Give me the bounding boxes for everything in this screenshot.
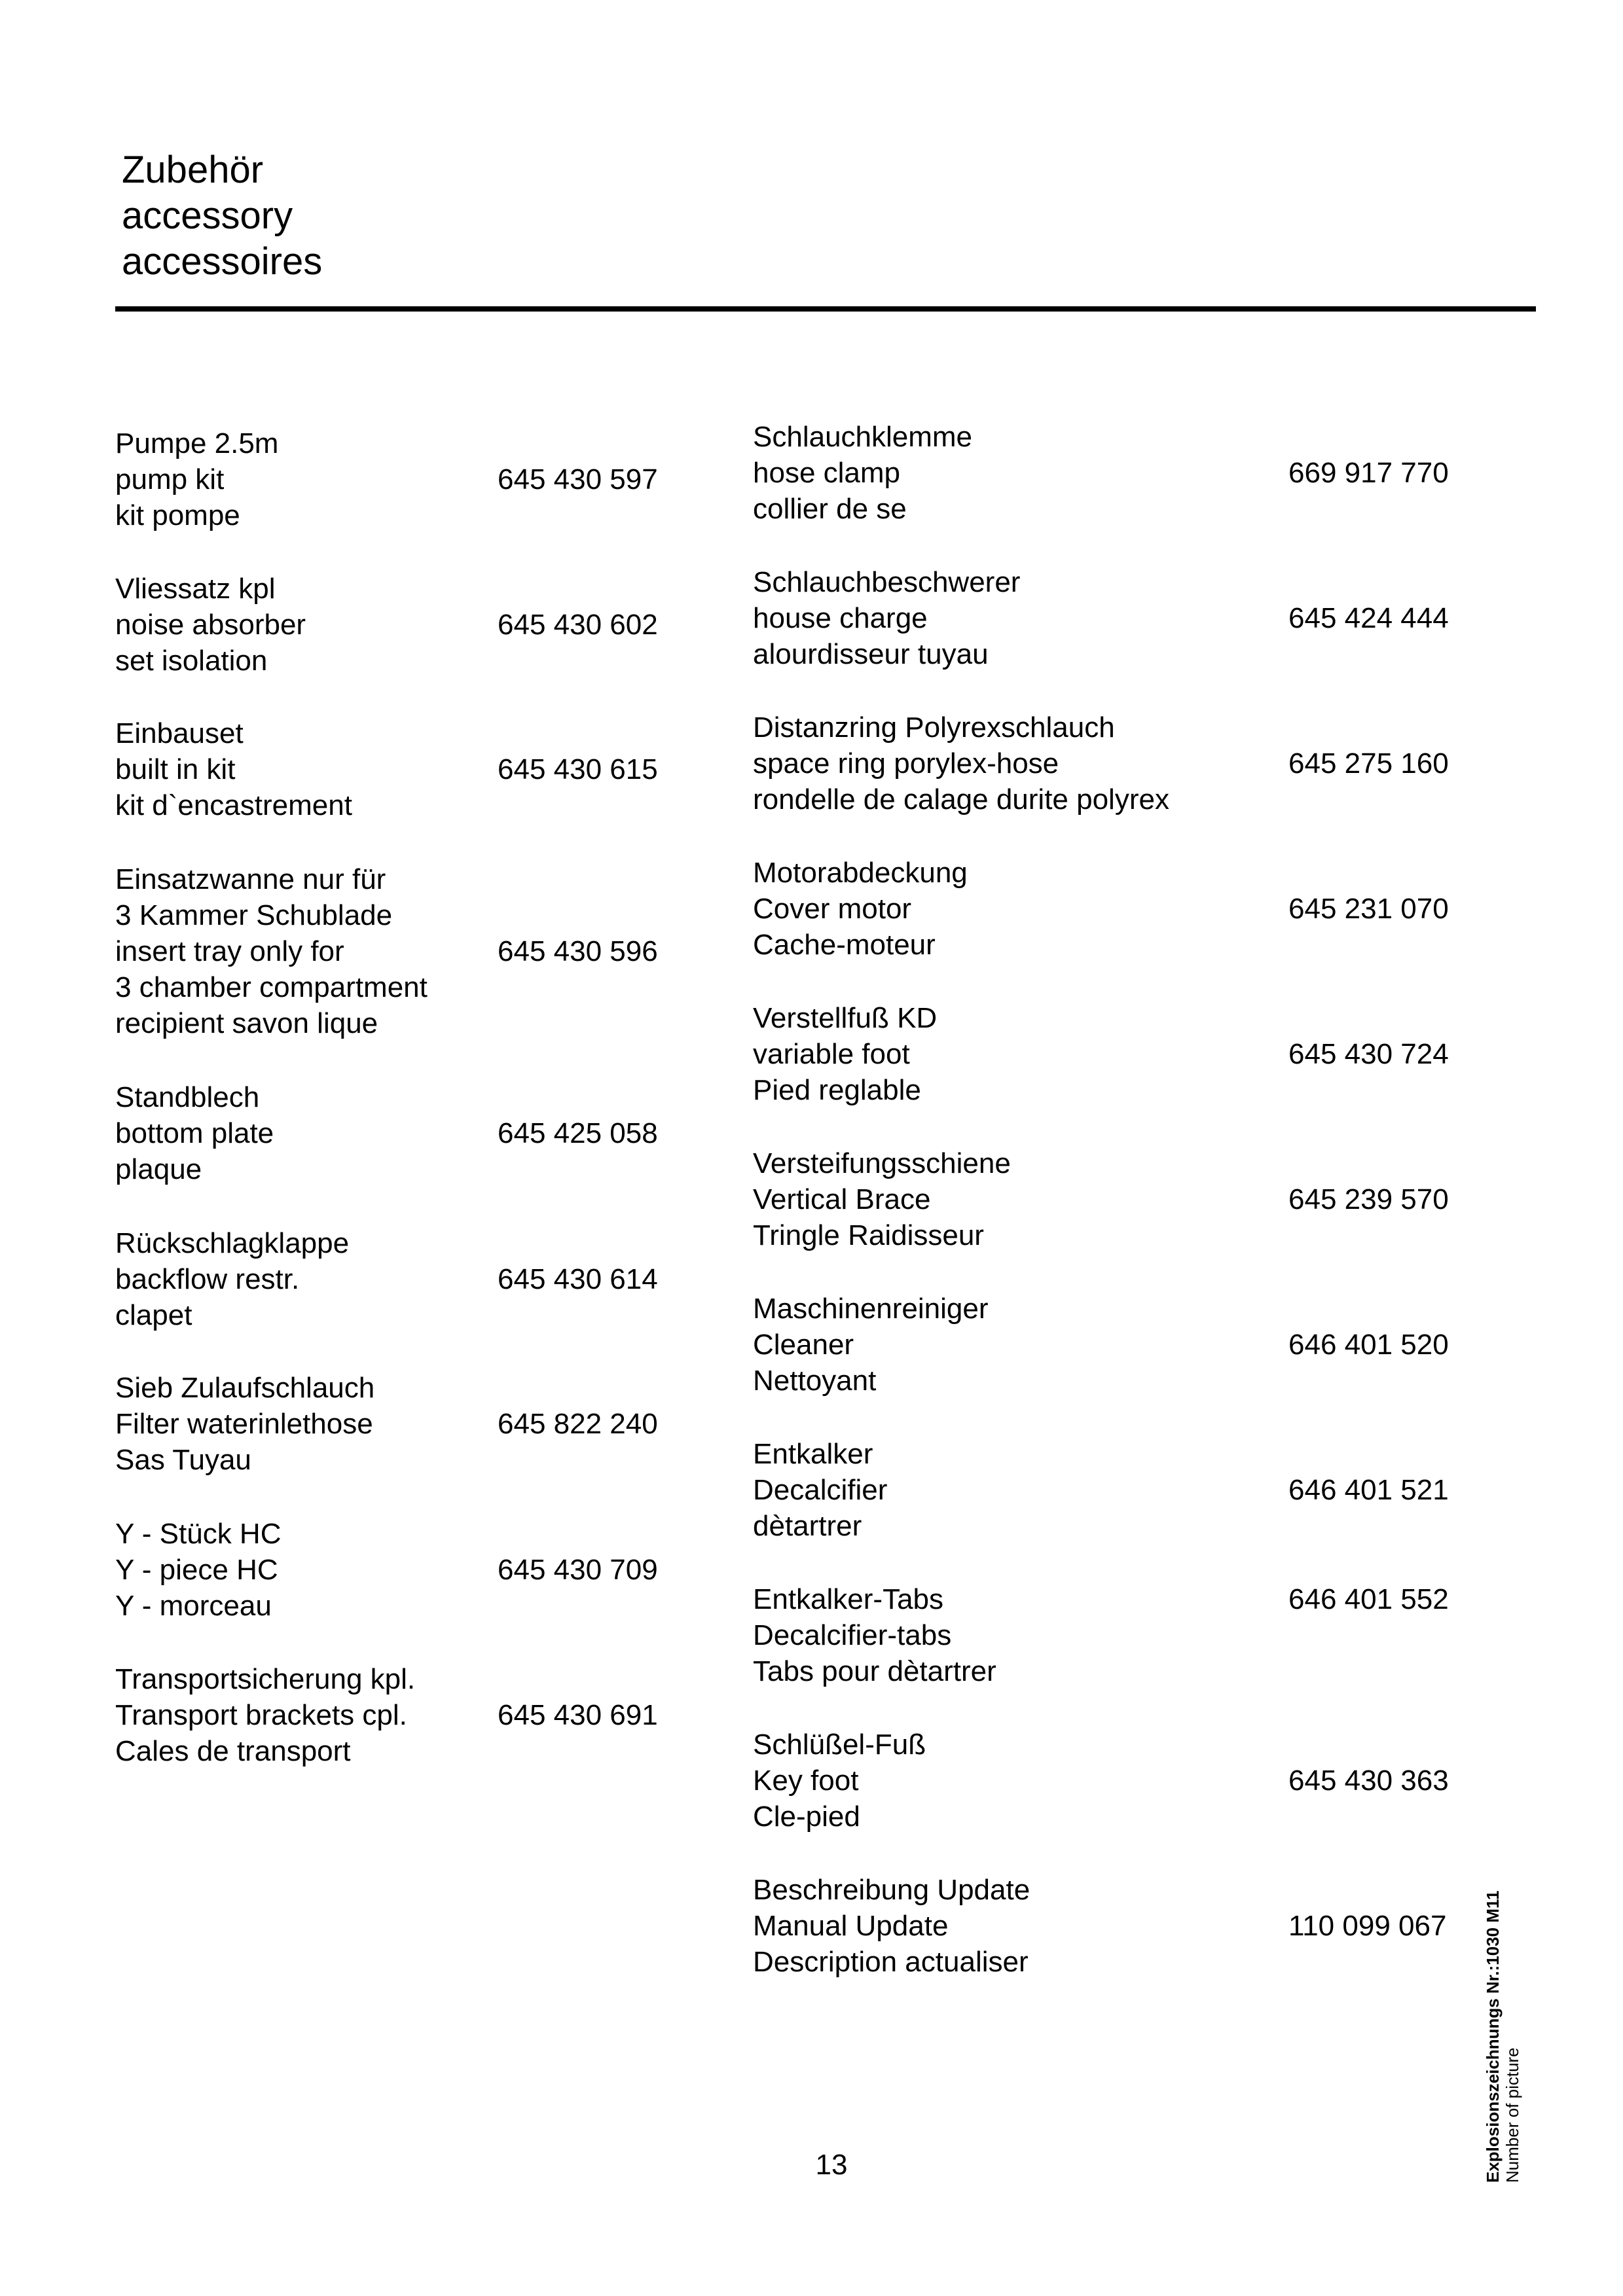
part-description-line: alourdisseur tuyau [753,638,989,670]
part-entry [115,571,658,679]
part-description [753,1581,996,1689]
part-entry [753,1727,1449,1835]
part-description-line: Schlüßel-Fuß [753,1729,926,1761]
part-description-line: Entkalker-Tabs [753,1583,944,1615]
drawing-reference [1483,1891,1522,2183]
part-entry [115,861,658,1041]
part-description-line: Pied reglable [753,1074,921,1106]
part-description-line: recipient savon lique [115,1007,378,1039]
part-description-line: backflow restr. [115,1263,300,1295]
part-number: 645 430 363 [1288,1765,1449,1797]
part-description-line: Cover motor [753,893,912,925]
part-description [753,419,972,527]
title-english: accessory [122,194,293,237]
part-description-line: variable foot [753,1038,910,1070]
part-description [115,1225,349,1333]
part-description-line: Y - morceau [115,1590,272,1622]
part-description-line: Sieb Zulaufschlauch [115,1372,375,1404]
part-description-line: Nettoyant [753,1365,877,1397]
part-entry [753,419,1449,527]
part-description [115,1661,415,1769]
part-description-line: Distanzring Polyrexschlauch [753,711,1115,744]
part-entry [115,1079,658,1187]
part-description-line: Schlauchklemme [753,421,973,453]
part-description-line: Entkalker [753,1438,873,1470]
part-description-line: noise absorber [115,609,306,641]
part-description-line: hose clamp [753,457,901,489]
part-number: 669 917 770 [1288,457,1449,489]
part-description [753,1291,989,1399]
part-description [115,425,278,533]
part-number: 645 430 691 [498,1699,658,1731]
part-number: 645 275 160 [1288,747,1449,780]
part-description-line: plaque [115,1153,202,1185]
part-entry [115,1516,658,1624]
part-description-line: 3 chamber compartment [115,971,428,1003]
part-number: 645 430 615 [498,753,658,785]
part-description [753,1436,887,1544]
part-number: 645 425 058 [498,1117,658,1149]
part-description [753,709,1169,817]
part-description-line: Key foot [753,1765,859,1797]
part-entry [753,1581,1449,1689]
part-description-line: kit d`encastrement [115,789,352,821]
part-description-line: built in kit [115,753,236,785]
heading-divider [115,306,1536,312]
part-description-line: space ring porylex-hose [753,747,1059,780]
part-entry [753,709,1449,817]
part-description-line: Pumpe 2.5m [115,427,279,459]
part-description [115,1370,374,1478]
drawing-reference-caption: Number of picture [1503,2047,1522,2183]
part-description-line: Transportsicherung kpl. [115,1663,416,1695]
part-number: 645 430 724 [1288,1038,1449,1070]
part-description-line: Cales de transport [115,1735,351,1767]
part-description-line: Maschinenreiniger [753,1293,989,1325]
part-description-line: Tabs pour dètartrer [753,1655,996,1687]
part-description-line: Verstellfuß KD [753,1002,938,1034]
part-number: 645 424 444 [1288,602,1449,634]
part-entry [753,855,1449,963]
part-description-line: kit pompe [115,499,240,531]
part-number: 645 430 596 [498,935,658,967]
part-number: 645 430 597 [498,463,658,495]
part-description [753,1000,937,1108]
part-description-line: dètartrer [753,1510,862,1542]
part-entry [753,1872,1447,1980]
title-french: accessoires [122,240,323,283]
part-description-line: Cache-moteur [753,929,936,961]
page-number: 13 [815,2149,848,2181]
title-german: Zubehör [122,149,264,191]
page-title [122,147,322,285]
part-description-line: Vertical Brace [753,1183,931,1215]
part-description-line: Vliessatz kpl [115,573,276,605]
part-entry [115,1370,658,1478]
part-entry [753,564,1449,672]
part-description [115,1079,274,1187]
part-description-line: Beschreibung Update [753,1874,1030,1906]
part-number: 645 822 240 [498,1408,658,1440]
part-number: 646 401 521 [1288,1474,1449,1506]
part-description-line: Description actualiser [753,1946,1029,1978]
part-number: 646 401 552 [1288,1583,1449,1615]
part-description-line: Einsatzwanne nur für [115,863,386,895]
part-description-line: Standblech [115,1081,260,1113]
part-description [115,861,428,1041]
part-description-line: Schlauchbeschwerer [753,566,1021,598]
part-description-line: Sas Tuyau [115,1444,251,1476]
part-description-line: Manual Update [753,1910,949,1942]
part-description [115,715,352,823]
part-description [753,1727,926,1835]
part-description-line: Tringle Raidisseur [753,1219,984,1251]
part-description-line: Cleaner [753,1329,854,1361]
part-description-line: house charge [753,602,928,634]
part-entry [753,1436,1449,1544]
part-description [115,1516,281,1624]
part-description-line: collier de se [753,493,907,525]
part-description-line: 3 Kammer Schublade [115,899,393,931]
drawing-reference-number: Explosionszeichnungs Nr.:1030 M11 [1483,1890,1503,2183]
part-number: 646 401 520 [1288,1329,1449,1361]
part-description-line: Y - piece HC [115,1554,278,1586]
part-description [753,1145,1011,1253]
part-number: 645 430 709 [498,1554,658,1586]
part-number: 645 430 602 [498,609,658,641]
part-description-line: Filter waterinlethose [115,1408,373,1440]
part-entry [753,1000,1449,1108]
part-description-line: Transport brackets cpl. [115,1699,407,1731]
part-description-line: pump kit [115,463,225,495]
part-entry [115,1225,658,1333]
part-number: 645 231 070 [1288,893,1449,925]
part-description-line: Y - Stück HC [115,1518,282,1550]
part-description-line: Decalcifier [753,1474,888,1506]
part-description-line: Decalcifier-tabs [753,1619,952,1651]
part-description [753,1872,1030,1980]
part-number: 645 239 570 [1288,1183,1449,1215]
part-description-line: insert tray only for [115,935,344,967]
part-description [753,855,968,963]
part-description [115,571,306,679]
part-description-line: Versteifungsschiene [753,1147,1011,1179]
part-number: 645 430 614 [498,1263,658,1295]
part-entry [115,1661,658,1769]
part-entry [753,1145,1449,1253]
part-description-line: Rückschlagklappe [115,1227,350,1259]
part-description-line: clapet [115,1299,192,1331]
part-description-line: bottom plate [115,1117,274,1149]
part-description-line: Cle-pied [753,1801,860,1833]
part-entry [115,715,658,823]
part-description-line: rondelle de calage durite polyrex [753,783,1169,816]
part-description-line: set isolation [115,645,268,677]
part-description [753,564,1020,672]
part-entry [753,1291,1449,1399]
part-description-line: Einbauset [115,717,244,749]
part-description-line: Motorabdeckung [753,857,968,889]
part-number: 110 099 067 [1288,1910,1447,1942]
part-entry [115,425,658,533]
